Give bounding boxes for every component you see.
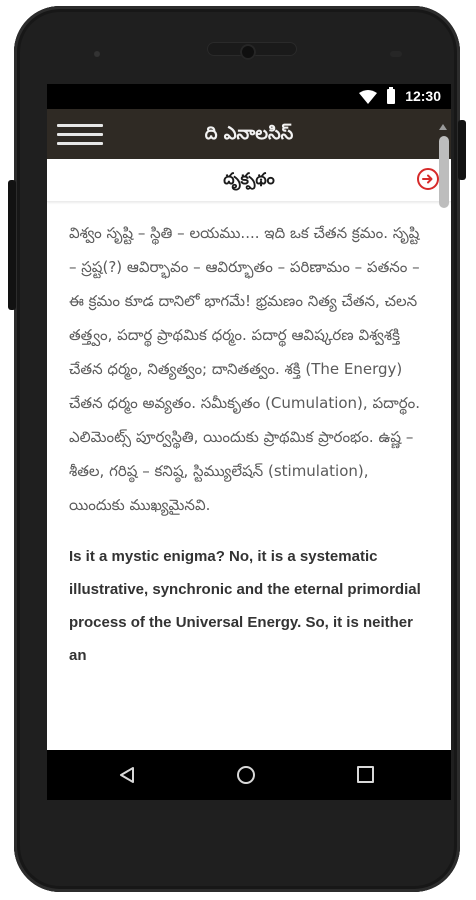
scroll-up-arrow-icon[interactable] — [439, 124, 447, 130]
status-time: 12:30 — [405, 88, 441, 104]
app-bar — [47, 109, 451, 159]
english-paragraph: Is it a mystic enigma? No, it is a systematic illustrative, synchronic and the eternal primordial process of the Universal Energy. So, it is neither an — [69, 548, 421, 664]
battery-icon — [387, 89, 395, 104]
back-triangle-icon[interactable] — [117, 765, 137, 785]
wifi-icon — [359, 90, 377, 104]
scrollbar-thumb[interactable] — [439, 136, 449, 208]
arrow-right-circle-icon — [421, 172, 435, 186]
article-body — [69, 216, 421, 672]
phone-frame — [14, 6, 460, 892]
status-bar — [47, 84, 451, 109]
app-title: ది ఎనాలసిస్ — [204, 123, 294, 144]
front-camera — [240, 44, 256, 60]
section-header — [47, 159, 451, 202]
volume-button — [8, 180, 16, 310]
proximity-sensor — [94, 51, 100, 57]
power-button — [458, 120, 466, 180]
telugu-paragraph: విశ్వం సృష్టి – స్థితి – లయము.... ఇది ఒక చేతన క్రమం. సృష్టి – స్రష్ట(?) ఆవిర్భావం – ఆవిర్భూతం – పరిణామం – పతనం – ఈ క్రమం కూడ దానిలో భాగమే! భ్రమణం నిత్య చేతన, చలన తత్త్వం, పదార్థ ప్రాథమిక ధర్మం. పదార్థ ఆవిష్కరణ విశ్వశక్తి చేతన ధర్మం, నిత్యత్వం; దానితత్వం. శక్తి (The Energy) చేతన ధర్మం అవ్యతం. సమీకృతం (Cumulation), పదార్థం. ఎలిమెంట్స్ పూర్వస్థితి, యిందుకు ప్రాథమిక ప్రారంభం. ఉష్ణ – శీతల, గరిష్ఠ – కనిష్ఠ, స్టిమ్యులేషన్ (stimulation), యిందుకు ముఖ్యమైనవి. — [69, 224, 420, 514]
next-article-button[interactable] — [417, 168, 439, 190]
home-circle-icon[interactable] — [237, 766, 255, 784]
screen — [47, 84, 451, 800]
light-sensor — [390, 51, 402, 57]
system-nav-bar — [47, 750, 451, 800]
section-title: దృక్పథం — [223, 169, 275, 188]
recents-square-icon[interactable] — [357, 766, 374, 783]
